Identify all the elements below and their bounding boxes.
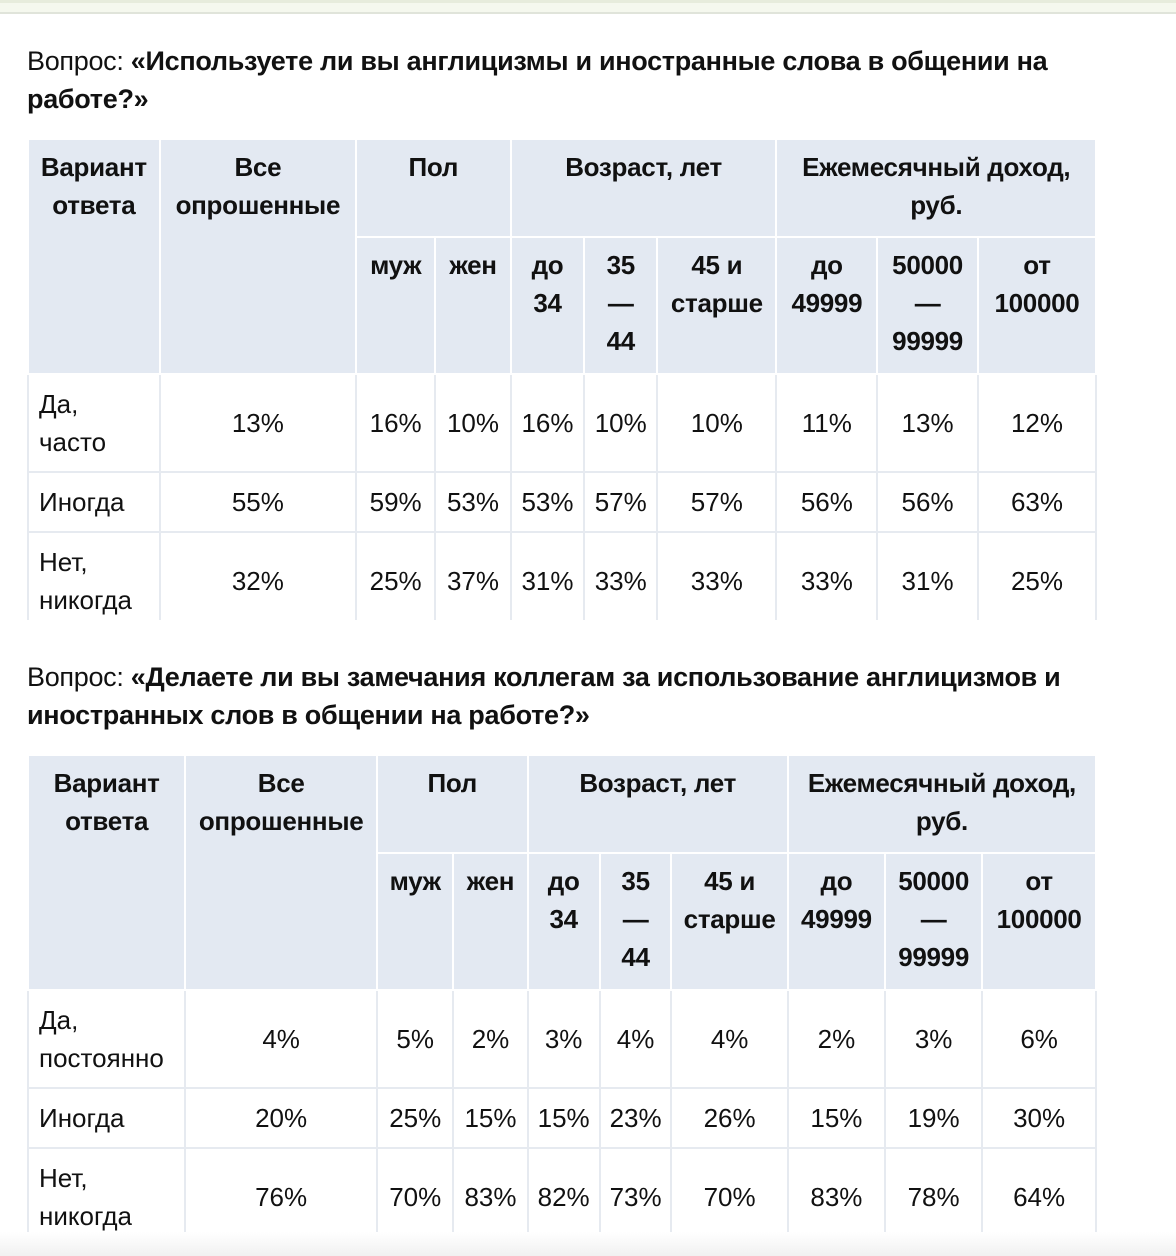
cell-value: 3% [528, 990, 600, 1088]
cell-value: 13% [877, 374, 978, 472]
cell-value: 4% [185, 990, 377, 1088]
header-male: муж [377, 853, 453, 990]
cell-value: 25% [356, 532, 435, 620]
cell-value: 25% [377, 1088, 453, 1148]
cell-value: 2% [453, 990, 527, 1088]
cell-value: 63% [978, 472, 1096, 532]
row-label: Иногда [28, 1088, 185, 1148]
header-all: Все опрошенные [160, 139, 356, 374]
cell-value: 16% [356, 374, 435, 472]
cell-value: 19% [885, 1088, 982, 1148]
survey-table-2 [27, 754, 1097, 1236]
header-income-high: от 100000 [978, 237, 1096, 374]
survey-table-1 [27, 138, 1097, 620]
header-income-low: до 49999 [788, 853, 885, 990]
header-variant: Вариант ответа [28, 755, 185, 990]
cell-value: 76% [185, 1148, 377, 1236]
cell-value: 15% [788, 1088, 885, 1148]
cell-value: 83% [788, 1148, 885, 1236]
cell-value: 57% [584, 472, 657, 532]
cell-value: 10% [584, 374, 657, 472]
question-text: «Используете ли вы англицизмы и иностранные слова в общении на работе?» [27, 46, 1048, 114]
table-row [28, 374, 1096, 472]
cell-value: 13% [160, 374, 356, 472]
question-prefix: Вопрос: [27, 46, 131, 76]
header-income-high: от 100000 [982, 853, 1096, 990]
cell-value: 55% [160, 472, 356, 532]
header-female: жен [453, 853, 527, 990]
cell-value: 30% [982, 1088, 1096, 1148]
cell-value: 33% [584, 532, 657, 620]
question-1 [27, 42, 1107, 118]
cell-value: 37% [435, 532, 510, 620]
cell-value: 25% [978, 532, 1096, 620]
header-variant: Вариант ответа [28, 139, 160, 374]
cell-value: 4% [671, 990, 787, 1088]
cell-value: 26% [671, 1088, 787, 1148]
cell-value: 15% [453, 1088, 527, 1148]
cell-value: 10% [657, 374, 776, 472]
header-age-35-44: 35 — 44 [600, 853, 672, 990]
cell-value: 12% [978, 374, 1096, 472]
row-label: Нет, никогда [28, 1148, 185, 1236]
cell-value: 5% [377, 990, 453, 1088]
header-age-35-44: 35 — 44 [584, 237, 657, 374]
cell-value: 10% [435, 374, 510, 472]
header-female: жен [435, 237, 510, 374]
header-male: муж [356, 237, 435, 374]
cell-value: 59% [356, 472, 435, 532]
cell-value: 4% [600, 990, 672, 1088]
cell-value: 73% [600, 1148, 672, 1236]
header-income-mid: 50000 — 99999 [885, 853, 982, 990]
header-income: Ежемесячный доход, руб. [776, 139, 1096, 237]
question-prefix: Вопрос: [27, 662, 131, 692]
question-2 [27, 658, 1107, 734]
browser-top-bar [0, 0, 1176, 14]
table-row [28, 1088, 1096, 1148]
cell-value: 78% [885, 1148, 982, 1236]
header-age: Возраст, лет [528, 755, 788, 853]
survey-table-2-container [27, 754, 1097, 1236]
cell-value: 83% [453, 1148, 527, 1236]
cell-value: 64% [982, 1148, 1096, 1236]
cell-value: 31% [877, 532, 978, 620]
cell-value: 3% [885, 990, 982, 1088]
header-all: Все опрошенные [185, 755, 377, 990]
survey-table-1-container [27, 138, 1097, 620]
cell-value: 57% [657, 472, 776, 532]
header-income: Ежемесячный доход, руб. [788, 755, 1096, 853]
cell-value: 32% [160, 532, 356, 620]
row-label: Нет, никогда [28, 532, 160, 620]
row-label: Да, постоянно [28, 990, 185, 1088]
cell-value: 11% [776, 374, 877, 472]
row-label: Иногда [28, 472, 160, 532]
cell-value: 2% [788, 990, 885, 1088]
cell-value: 23% [600, 1088, 672, 1148]
cell-value: 82% [528, 1148, 600, 1236]
cell-value: 6% [982, 990, 1096, 1088]
cell-value: 15% [528, 1088, 600, 1148]
cell-value: 70% [671, 1148, 787, 1236]
bottom-edge [0, 1232, 1176, 1256]
header-age-45-plus: 45 и старше [657, 237, 776, 374]
cell-value: 53% [435, 472, 510, 532]
cell-value: 31% [511, 532, 585, 620]
table-row [28, 532, 1096, 620]
header-age: Возраст, лет [511, 139, 777, 237]
table-row [28, 472, 1096, 532]
header-age-45-plus: 45 и старше [671, 853, 787, 990]
cell-value: 56% [776, 472, 877, 532]
cell-value: 33% [776, 532, 877, 620]
question-text: «Делаете ли вы замечания коллегам за использование англицизмов и иностранных слов в общении на работе?» [27, 662, 1061, 730]
cell-value: 53% [511, 472, 585, 532]
cell-value: 56% [877, 472, 978, 532]
header-age-under-34: до 34 [528, 853, 600, 990]
header-gender: Пол [377, 755, 528, 853]
header-income-mid: 50000 — 99999 [877, 237, 978, 374]
cell-value: 16% [511, 374, 585, 472]
header-age-under-34: до 34 [511, 237, 585, 374]
header-income-low: до 49999 [776, 237, 877, 374]
row-label: Да, часто [28, 374, 160, 472]
cell-value: 33% [657, 532, 776, 620]
cell-value: 20% [185, 1088, 377, 1148]
cell-value: 70% [377, 1148, 453, 1236]
table-row [28, 990, 1096, 1088]
header-gender: Пол [356, 139, 511, 237]
table-row [28, 1148, 1096, 1236]
